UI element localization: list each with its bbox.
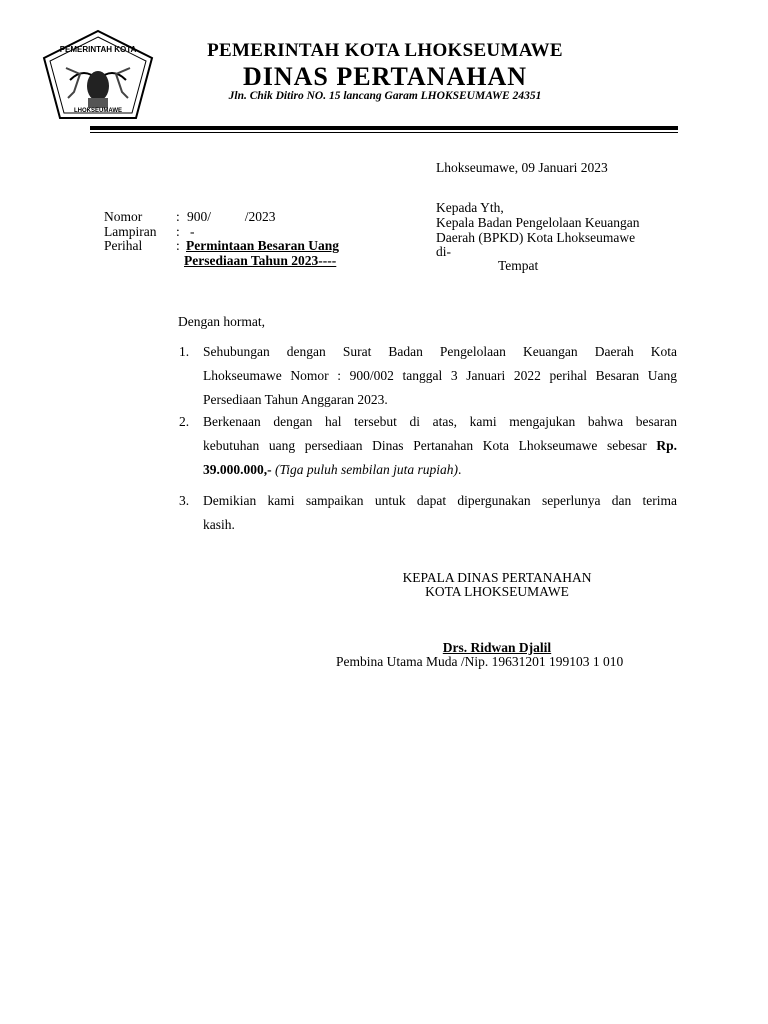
nomor-value: 900/ /2023 (187, 209, 276, 224)
paragraph-1 (179, 340, 677, 412)
svg-text:PEMERINTAH KOTA: PEMERINTAH KOTA (59, 45, 137, 54)
recipient-line: Kepala Badan Pengelolaan Keuangan (436, 215, 640, 230)
recipient-di: di- (436, 244, 451, 259)
perihal-subject-line1: Permintaan Besaran Uang (186, 238, 339, 253)
signatory-rank-nip: Pembina Utama Muda /Nip. 19631201 199103 1 010 (336, 654, 624, 669)
paragraph-number: 2. (179, 414, 190, 429)
lampiran-value: - (190, 224, 195, 239)
signatory-title: KEPALA DINAS PERTANAHAN (402, 570, 592, 585)
nomor-colon: : (176, 209, 180, 224)
paragraph-2 (179, 410, 677, 482)
paragraph-3 (179, 489, 677, 537)
amount-currency: Rp. (656, 438, 677, 453)
paragraph-line: Persediaan Tahun Anggaran 2023. (203, 392, 388, 407)
amount-value: 39.000.000,- (203, 462, 272, 477)
paragraph-line: Berkenaan dengan hal tersebut di atas, kami mengajukan bahwa besaran (203, 414, 677, 429)
paragraph-line: kasih. (203, 517, 235, 532)
agency-name: DINAS PERTANAHAN (242, 62, 527, 91)
letterhead-rule-thin (90, 132, 678, 133)
perihal-colon: : (176, 238, 180, 253)
sentence-end: . (458, 462, 462, 477)
paragraph-text: kebutuhan uang persediaan Dinas Pertanahan Kota Lhokseumawe sebesar (203, 438, 647, 453)
amount-in-words: (Tiga puluh sembilan juta rupiah) (275, 462, 459, 477)
signatory-name: Drs. Ridwan Djalil (442, 640, 552, 655)
nomor-label: Nomor (104, 209, 143, 224)
paragraph-line (203, 458, 677, 482)
signatory-title-city: KOTA LHOKSEUMAWE (425, 584, 569, 599)
paragraph-line: Demikian kami sampaikan untuk dapat dipergunakan seperlunya dan terima (203, 493, 677, 508)
letter-date: Lhokseumawe, 09 Januari 2023 (436, 160, 608, 175)
agency-address: Jln. Chik Ditiro NO. 15 lancang Garam LHOKSEUMAWE 24351 (228, 90, 542, 102)
perihal-label: Perihal (104, 238, 143, 253)
city-emblem-logo (40, 28, 156, 124)
recipient-line: Daerah (BPKD) Kota Lhokseumawe (436, 230, 636, 245)
lampiran-label: Lampiran (104, 224, 157, 239)
perihal-subject-line2: Persediaan Tahun 2023---- (184, 253, 337, 268)
svg-text:LHOKSEUMAWE: LHOKSEUMAWE (74, 108, 122, 114)
salutation: Dengan hormat, (178, 314, 265, 329)
paragraph-line: Lhokseumawe Nomor : 900/002 tanggal 3 Januari 2022 perihal Besaran Uang (203, 368, 677, 383)
paragraph-line-amount (203, 434, 677, 458)
government-name: PEMERINTAH KOTA LHOKSEUMAWE (207, 40, 563, 61)
paragraph-number: 3. (179, 493, 190, 508)
paragraph-line: Sehubungan dengan Surat Badan Pengelolaan Keuangan Daerah Kota (203, 344, 677, 359)
paragraph-number: 1. (179, 344, 190, 359)
lampiran-colon: : (176, 224, 180, 239)
recipient-greeting: Kepada Yth, (436, 200, 504, 215)
recipient-place: Tempat (498, 258, 539, 273)
letterhead-rule-thick (90, 126, 678, 130)
